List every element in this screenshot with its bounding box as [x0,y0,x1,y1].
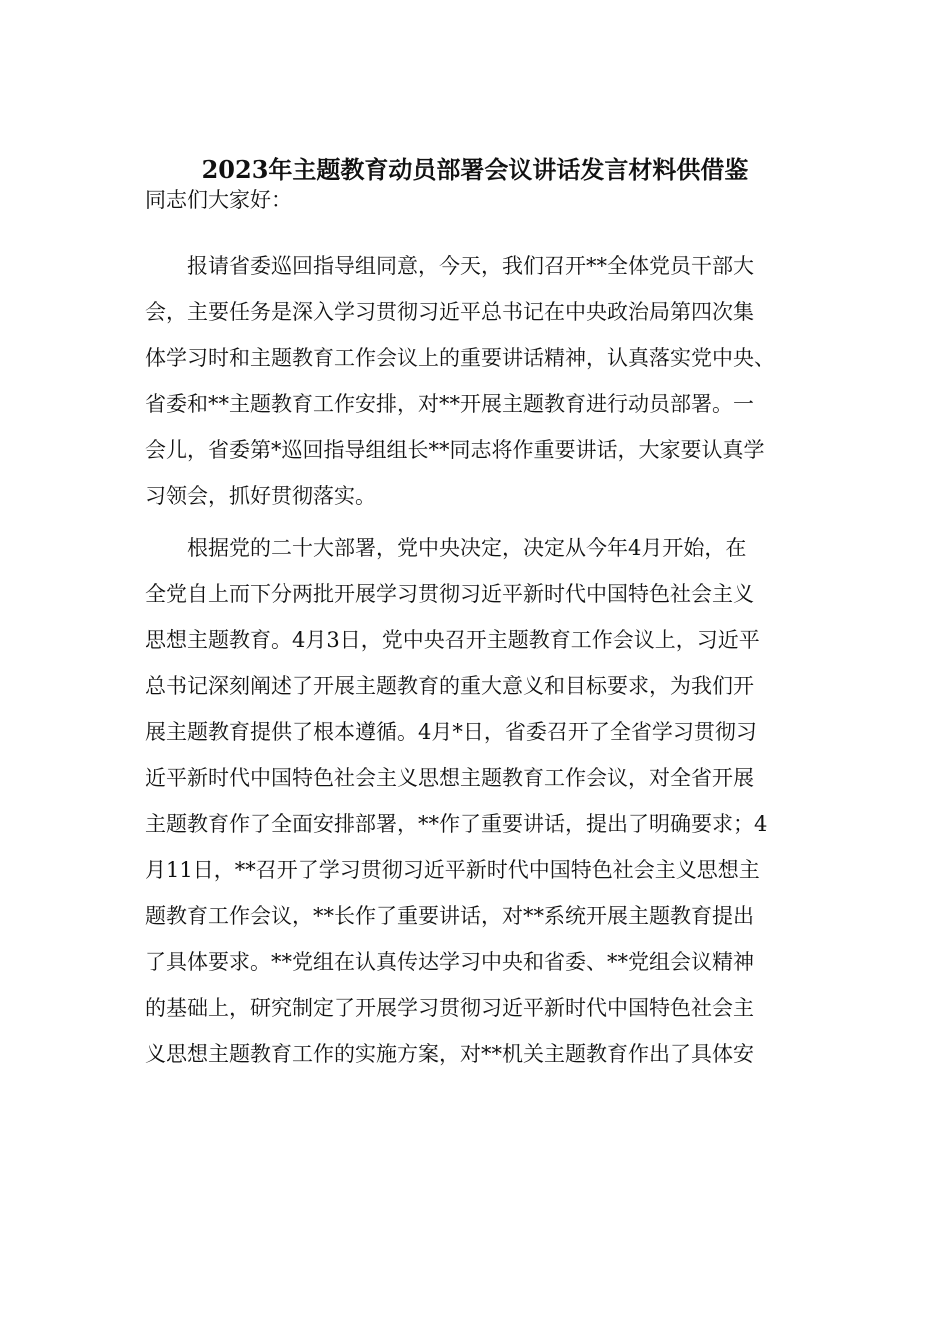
greeting: 同志们大家好： [145,188,292,212]
paragraph-line: 省委和**主题教育工作安排，对**开展主题教育进行动员部署。一 [145,392,754,416]
paragraph-line: 思想主题教育。4月3日，党中央召开主题教育工作会议上，习近平 [145,628,760,652]
paragraph-line: 月11日，**召开了学习贯彻习近平新时代中国特色社会主义思想主 [145,858,760,882]
paragraph-line: 报请省委巡回指导组同意，今天，我们召开**全体党员干部大 [187,254,754,278]
paragraph-line: 了具体要求。**党组在认真传达学习中央和省委、**党组会议精神 [145,950,754,974]
paragraph-line: 会儿，省委第*巡回指导组组长**同志将作重要讲话，大家要认真学 [145,438,765,462]
paragraph-line: 会，主要任务是深入学习贯彻习近平总书记在中央政治局第四次集 [145,300,754,324]
paragraph-line: 义思想主题教育工作的实施方案，对**机关主题教育作出了具体安 [145,1042,754,1066]
document-body [145,180,805,1083]
paragraph-line: 习领会，抓好贯彻落实。 [145,484,376,508]
paragraph-1 [145,243,805,519]
paragraph-line: 总书记深刻阐述了开展主题教育的重大意义和目标要求，为我们开 [145,674,754,698]
paragraph-line: 体学习时和主题教育工作会议上的重要讲话精神，认真落实党中央、 [145,346,775,370]
paragraph-line: 的基础上，研究制定了开展学习贯彻习近平新时代中国特色社会主 [145,996,754,1020]
paragraph-line: 展主题教育提供了根本遵循。4月*日，省委召开了全省学习贯彻习 [145,720,757,744]
paragraph-line: 近平新时代中国特色社会主义思想主题教育工作会议，对全省开展 [145,766,754,790]
paragraph-line: 全党自上而下分两批开展学习贯彻习近平新时代中国特色社会主义 [145,582,754,606]
paragraph-line: 根据党的二十大部署，党中央决定，决定从今年4月开始，在 [187,536,747,560]
document-title: 2023年主题教育动员部署会议讲话发言材料供借鉴 [201,155,749,184]
paragraph-line: 题教育工作会议，**长作了重要讲话，对**系统开展主题教育提出 [145,904,754,928]
paragraph-2 [145,525,805,1077]
paragraph-line: 主题教育作了全面安排部署，**作了重要讲话，提出了明确要求；4 [145,812,768,836]
